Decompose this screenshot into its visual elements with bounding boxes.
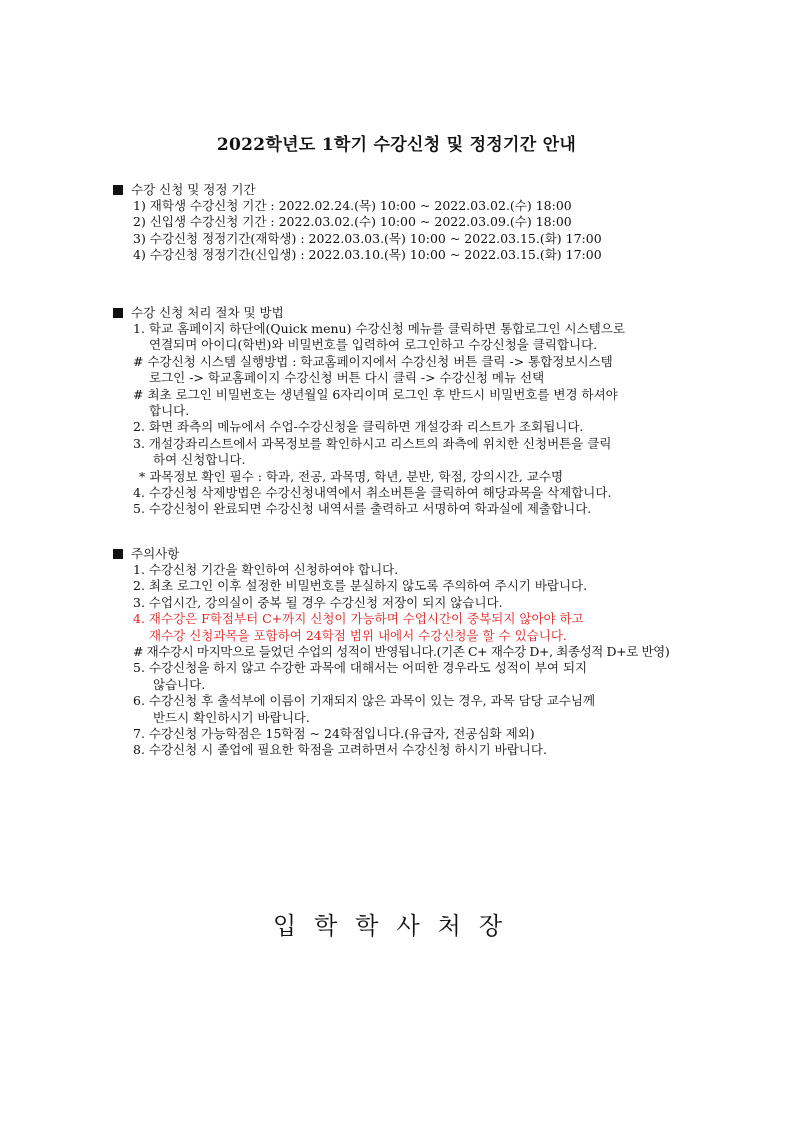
square-bullet-icon [113, 185, 123, 195]
list-item: 4) 수강신청 정정기간(신입생) : 2022.03.10.(목) 10:00 ~ 2022.03.15.(화) 17:00 [133, 247, 602, 263]
document-title: 2022학년도 1학기 수강신청 및 정정기간 안내 [216, 135, 577, 155]
list-item: 3. 개설강좌리스트에서 과목정보를 확인하시고 리스트의 좌측에 위치한 신청버튼을 클릭 [133, 435, 612, 451]
list-item: 5. 수강신청이 완료되면 수강신청 내역서를 출력하고 서명하여 학과실에 제출합니다. [133, 501, 592, 517]
note-item-continued: 로그인 -> 학교홈페이지 수강신청 버튼 다시 클릭 -> 수강신청 메뉴 선택 [149, 370, 545, 386]
list-item: 1. 수강신청 기간을 확인하여 신청하여야 합니다. [133, 562, 399, 577]
section-registration-period [113, 182, 713, 264]
note-item: * 과목정보 확인 필수 : 학과, 전공, 과목명, 학년, 분반, 학점, 강의시간, 교수명 [139, 468, 564, 484]
note-item: # 재수강시 마지막으로 들었던 수업의 성적이 반영됩니다.(기존 C+ 재수강 D+, 최종성적 D+로 반영) [133, 644, 670, 660]
list-item-continued: 연결되며 아이디(학번)와 비밀번호를 입력하여 로그인하고 수강신청을 클릭합니다. [149, 337, 598, 353]
note-item-continued: 합니다. [149, 403, 190, 419]
section-procedure [113, 305, 713, 518]
list-item: 6. 수강신청 후 출석부에 이름이 기재되지 않은 과목이 있는 경우, 과목 담당 교수님께 [133, 693, 596, 709]
note-item: # 최초 로그인 비밀번호는 생년월일 6자리이며 로그인 후 반드시 비밀번호를 변경 하셔야 [133, 386, 618, 402]
issuer-signature: 입학학사처장 [272, 912, 521, 940]
section-cautions [113, 546, 713, 759]
square-bullet-icon [113, 308, 123, 318]
highlighted-list-item-continued: 재수강 신청과목을 포함하여 24학점 범위 내에서 수강신청을 할 수 있습니다. [149, 627, 567, 643]
list-item: 1. 학교 홈페이지 하단에(Quick menu) 수강신청 메뉴를 클릭하면 통합로그인 시스템으로 [133, 321, 625, 336]
highlighted-list-item: 4. 재수강은 F학점부터 C+까지 신청이 가능하며 수업시간이 중복되지 않아야 하고 [133, 611, 584, 627]
list-item: 2. 화면 좌측의 메뉴에서 수업-수강신청을 클릭하면 개설강좌 리스트가 조회됩니다. [133, 419, 584, 435]
list-item: 3. 수업시간, 강의실이 중복 될 경우 수강신청 저장이 되지 않습니다. [133, 594, 503, 610]
list-item: 4. 수강신청 삭제방법은 수강신청내역에서 취소버튼을 클릭하여 해당과목을 삭제합니다. [133, 485, 612, 501]
list-item-continued: 하여 신청합니다. [153, 452, 246, 468]
list-item: 7. 수강신청 가능학점은 15학점 ~ 24학점입니다.(유급자, 전공심화 제외) [133, 726, 535, 742]
list-item: 5. 수강신청을 하지 않고 수강한 과목에 대해서는 어떠한 경우라도 성적이 부여 되지 [133, 660, 588, 676]
section-heading: 주의사항 [131, 546, 180, 561]
list-item: 2. 최초 로그인 이후 설정한 비밀번호를 분실하지 않도록 주의하여 주시기 바랍니다. [133, 578, 588, 594]
list-item: 8. 수강신청 시 졸업에 필요한 학점을 고려하면서 수강신청 하시기 바랍니다. [133, 742, 547, 758]
note-item: # 수강신청 시스템 실행방법 : 학교홈페이지에서 수강신청 버튼 클릭 -> 통합정보시스템 [133, 353, 613, 369]
list-item-continued: 않습니다. [153, 676, 206, 692]
list-item: 3) 수강신청 정정기간(재학생) : 2022.03.03.(목) 10:00 ~ 2022.03.15.(화) 17:00 [133, 230, 602, 246]
list-item: 2) 신입생 수강신청 기간 : 2022.03.02.(수) 10:00 ~ 2022.03.09.(수) 18:00 [133, 214, 572, 230]
list-item: 1) 재학생 수강신청 기간 : 2022.02.24.(목) 10:00 ~ 2022.03.02.(수) 18:00 [133, 198, 572, 213]
list-item-continued: 반드시 확인하시기 바랍니다. [153, 709, 310, 725]
square-bullet-icon [113, 549, 123, 559]
section-heading: 수강 신청 처리 절차 및 방법 [131, 305, 284, 320]
section-heading: 수강 신청 및 정정 기간 [131, 182, 256, 197]
